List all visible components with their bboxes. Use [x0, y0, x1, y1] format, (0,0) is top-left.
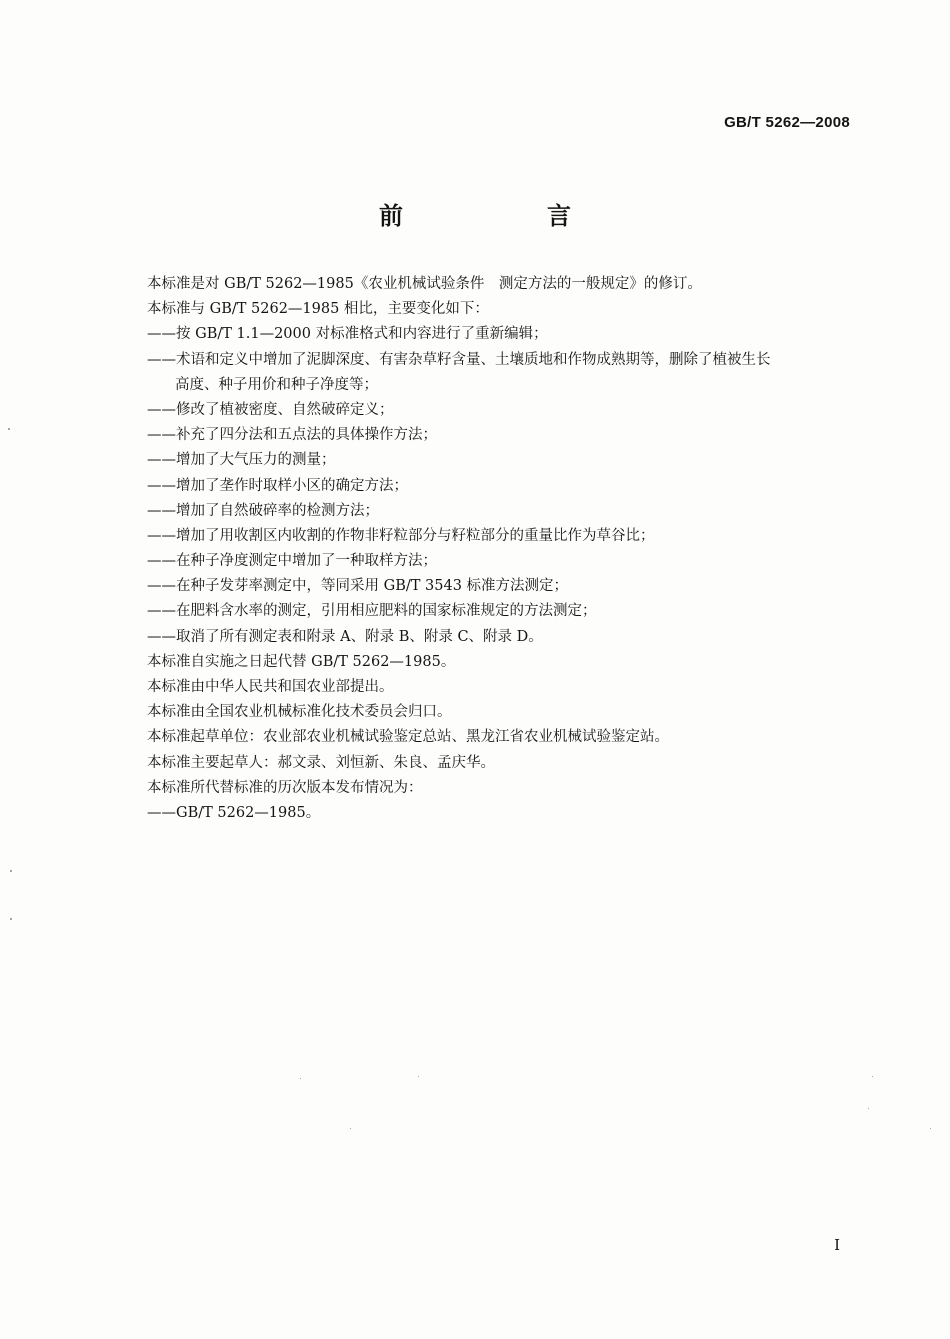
page-number: I — [834, 1236, 840, 1254]
paragraph: 本标准主要起草人：郝文录、刘恒新、朱良、孟庆华。 — [147, 754, 495, 771]
list-item: ——按 GB/T 1.1—2000 对标准格式和内容进行了重新编辑； — [147, 326, 548, 343]
paragraph: 本标准所代替标准的历次版本发布情况为： — [147, 779, 423, 796]
list-item: ——增加了用收割区内收割的作物非籽粒部分与籽粒部分的重量比作为草谷比； — [147, 527, 655, 544]
list-item: ——修改了植被密度、自然破碎定义； — [147, 401, 394, 418]
list-item: ——在种子发芽率测定中，等同采用 GB/T 3543 标准方法测定； — [147, 578, 569, 595]
scan-speck — [930, 1128, 931, 1129]
list-item: ——在肥料含水率的测定，引用相应肥料的国家标准规定的方法测定； — [147, 603, 597, 620]
scan-speck — [418, 1076, 419, 1077]
list-item-continuation: 高度、种子用价和种子净度等； — [175, 376, 378, 393]
list-item: ——在种子净度测定中增加了一种取样方法； — [147, 553, 437, 570]
list-item: ——增加了垄作时取样小区的确定方法； — [147, 477, 408, 494]
scan-speck — [10, 870, 12, 872]
paragraph: 本标准起草单位：农业部农业机械试验鉴定总站、黑龙江省农业机械试验鉴定站。 — [147, 729, 669, 746]
scan-speck — [350, 1128, 351, 1129]
list-item: ——术语和定义中增加了泥脚深度、有害杂草籽含量、土壤质地和作物成熟期等，删除了植被生长 — [147, 351, 771, 368]
paragraph: 本标准与 GB/T 5262—1985 相比，主要变化如下： — [147, 301, 489, 318]
scan-speck — [872, 1076, 873, 1077]
scan-speck — [8, 428, 10, 430]
paragraph: 本标准由全国农业机械标准化技术委员会归口。 — [147, 704, 452, 721]
page-title: 前 言 — [379, 202, 631, 230]
preface-body — [147, 272, 867, 826]
list-item: ——增加了大气压力的测量； — [147, 452, 336, 469]
list-item: ——GB/T 5262—1985。 — [147, 804, 321, 821]
list-item: ——增加了自然破碎率的检测方法； — [147, 502, 379, 519]
list-item: ——取消了所有测定表和附录 A、附录 B、附录 C、附录 D。 — [147, 628, 543, 645]
paragraph: 本标准由中华人民共和国农业部提出。 — [147, 679, 394, 695]
standard-code: GB/T 5262—2008 — [724, 114, 850, 131]
list-item: ——补充了四分法和五点法的具体操作方法； — [147, 427, 437, 444]
paragraph: 本标准是对 GB/T 5262—1985《农业机械试验条件 测定方法的一般规定》的修订。 — [147, 276, 702, 292]
scan-speck — [300, 1078, 301, 1079]
paragraph: 本标准自实施之日起代替 GB/T 5262—1985。 — [147, 653, 456, 670]
scan-speck — [10, 918, 12, 920]
scan-speck — [868, 1108, 869, 1109]
